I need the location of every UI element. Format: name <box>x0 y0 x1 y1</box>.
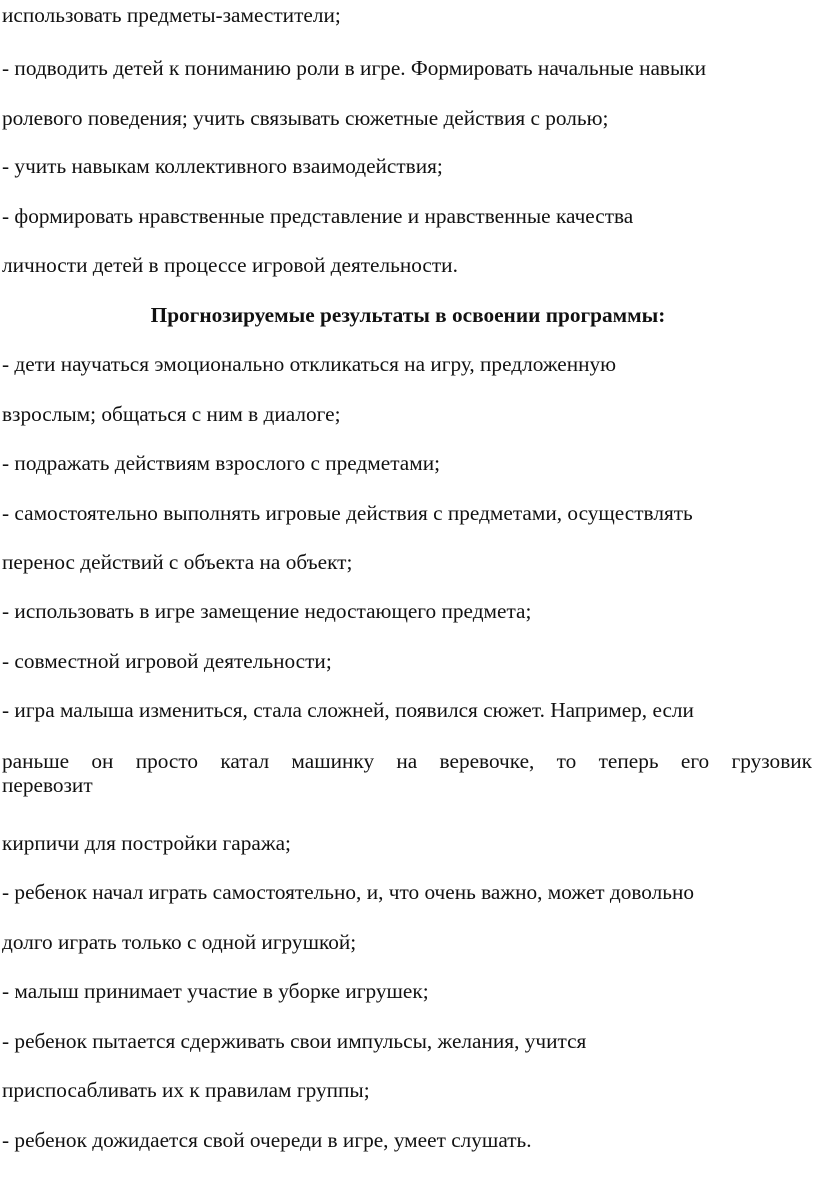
text-line: приспосабливать их к правилам группы; <box>2 1078 370 1102</box>
text-line: личности детей в процессе игровой деятельности. <box>2 253 458 277</box>
text-line: - ребенок пытается сдерживать свои импульсы, желания, учится <box>2 1029 587 1053</box>
text-line: - подражать действиям взрослого с предметами; <box>2 451 441 475</box>
text-line: перевозит <box>2 773 93 797</box>
text-line: использовать предметы-заместители; <box>2 3 341 27</box>
text-line: раньше он просто катал машинку на веревочке, то теперь его грузовик <box>2 749 812 773</box>
text-line: - формировать нравственные представление и нравственные качества <box>2 204 634 228</box>
text-line: - ребенок дожидается свой очереди в игре, умеет слушать. <box>2 1128 532 1152</box>
text-line: - учить навыкам коллективного взаимодействия; <box>2 154 443 178</box>
text-line: долго играть только с одной игрушкой; <box>2 930 357 954</box>
section-heading: Прогнозируемые результаты в освоении программы: <box>150 303 666 327</box>
text-line: - подводить детей к пониманию роли в игре. Формировать начальные навыки <box>2 56 707 80</box>
text-line: - совместной игровой деятельности; <box>2 649 332 673</box>
text-line: - дети научаться эмоционально откликаться на игру, предложенную <box>2 352 617 376</box>
text-line: - малыш принимает участие в уборке игрушек; <box>2 979 429 1003</box>
text-line: - самостоятельно выполнять игровые действия с предметами, осуществлять <box>2 501 693 525</box>
text-line: взрослым; общаться с ним в диалоге; <box>2 402 341 426</box>
text-line: кирпичи для постройки гаража; <box>2 831 291 855</box>
text-line: ролевого поведения; учить связывать сюжетные действия с ролью; <box>2 106 609 130</box>
text-line: - ребенок начал играть самостоятельно, и, что очень важно, может довольно <box>2 880 695 904</box>
text-line: перенос действий с объекта на объект; <box>2 550 353 574</box>
text-line: - использовать в игре замещение недостающего предмета; <box>2 599 532 623</box>
text-line: - игра малыша измениться, стала сложней, появился сюжет. Например, если <box>2 698 694 722</box>
